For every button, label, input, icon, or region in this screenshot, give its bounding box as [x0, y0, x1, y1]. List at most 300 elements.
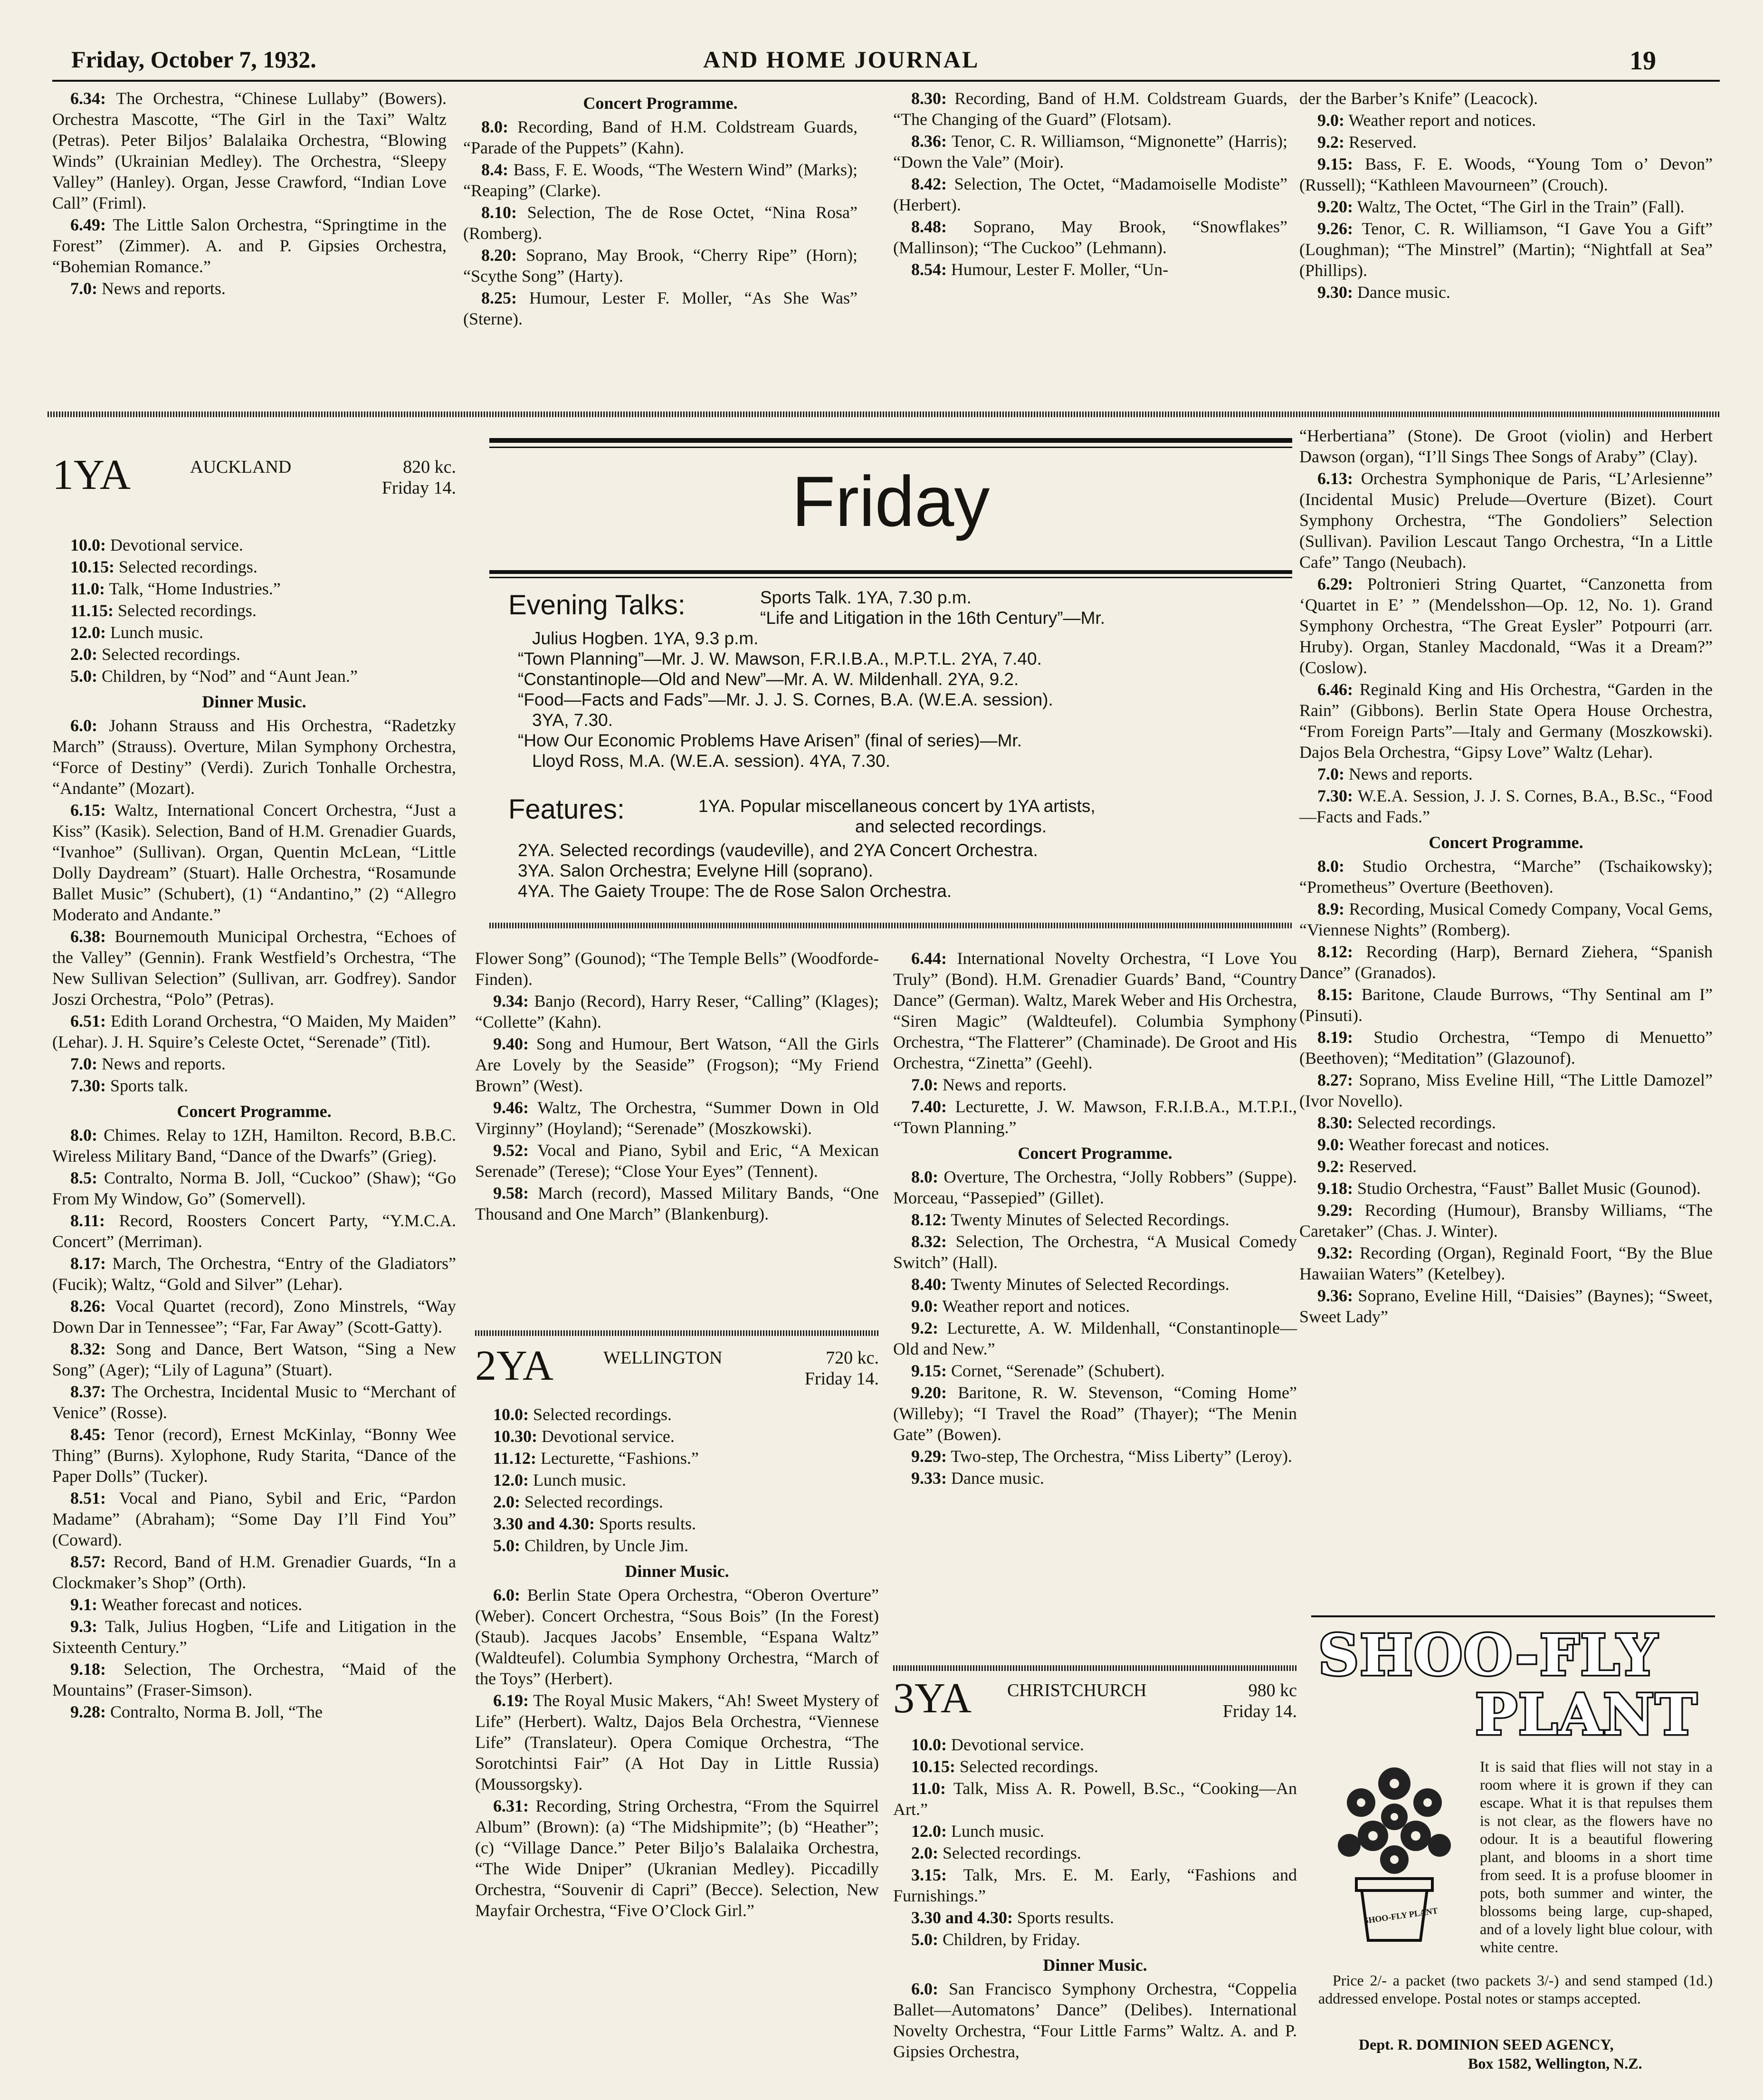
program-entry — [893, 1821, 1297, 1842]
program-entry — [893, 1842, 1297, 1863]
program-entry — [475, 1690, 879, 1795]
program-text: Song and Humour, Bert Watson, “All the Girls Are Lovely by the Seaside” (Frogson); “My Friend Brown” (West). — [475, 1034, 879, 1095]
program-entry — [52, 1125, 456, 1166]
ad-headline-2: PLANT — [1475, 1681, 1698, 1747]
station-city: AUCKLAND — [190, 457, 292, 477]
program-entry — [52, 1424, 456, 1487]
program-entry — [1299, 1285, 1713, 1327]
program-time: 9.36: — [1317, 1286, 1353, 1305]
program-text: Children, by Friday. — [943, 1930, 1080, 1949]
program-text: Chimes. Relay to 1ZH, Hamilton. Record, B.B.C. Wireless Military Band, “Dance of the Dwarfs” (Grieg). — [52, 1126, 456, 1165]
program-text: Recording, String Orchestra, “From the Squirrel Album” (Brown): (a) “The Midshipmite”; (b) “Heather”; (c) “Village Dance.” Peter Biljo’s Balalaika Orchestra, “The Wide Dniper” (Ukranian Medley). Piccadilly Orchestra, “Souvenir di Capri” (Becce). Selection, New Mayfair Orchestra, “Five O’Clock Girl.” — [475, 1796, 879, 1920]
program-entry — [893, 1864, 1297, 1906]
program-text: Poltronieri String Quartet, “Canzonetta from ‘Quartet in E’ ” (Mendelsshon—Op. 12, No. 1). Grand Symphony Orchestra, “The Great Eysler” Potpourri (arr. Hruby). Organ, Stanley Macdonald, “Was it a Dream?” (Coslow). — [1299, 574, 1713, 677]
program-text: Talk, Mrs. E. M. Early, “Fashions and Furnishings.” — [893, 1865, 1297, 1905]
program-entry — [1299, 282, 1713, 303]
program-text: Bass, F. E. Woods, “Young Tom o’ Devon” (Russell); “Kathleen Mavourneen” (Crouch). — [1299, 154, 1713, 194]
page-date: Friday, October 7, 1932. — [71, 46, 316, 73]
program-entry — [475, 948, 879, 990]
program-entry — [893, 131, 1287, 172]
program-time: 9.2: — [1317, 133, 1344, 152]
program-time: 8.15: — [1317, 985, 1353, 1004]
col-1-morning — [52, 535, 456, 687]
program-entry — [475, 1585, 879, 1689]
program-time: 2.0: — [493, 1492, 520, 1511]
program-entry — [52, 715, 456, 799]
program-text: Selected recordings. — [118, 601, 257, 620]
program-time: 6.15: — [70, 801, 106, 820]
program-time: 7.0: — [70, 1054, 97, 1073]
program-entry — [1299, 425, 1713, 467]
program-time: 8.17: — [70, 1254, 106, 1273]
section-heading: Dinner Music. — [625, 1562, 729, 1581]
program-time: 6.38: — [70, 927, 106, 946]
program-text: Berlin State Opera Orchestra, “Oberon Overture” (Weber). Concert Orchestra, “Sous Bois” (In the Forest) (Staub). Jacques Jacobs’ Ensemble, “Espana Waltz” (Waldteufel). Columbia Symphony Orchestra, “March of the Toys” (Herbert). — [475, 1585, 879, 1688]
program-entry — [52, 535, 456, 555]
program-text: March (record), Massed Military Bands, “One Thousand and One March” (Blankenburg). — [475, 1184, 879, 1223]
program-text: Weather report and notices. — [942, 1297, 1130, 1316]
program-entry — [893, 1074, 1297, 1095]
program-text: Lunch music. — [110, 623, 203, 642]
section-heading: Concert Programme. — [177, 1102, 332, 1121]
program-text: Talk, Miss A. R. Powell, B.Sc., “Cooking—An Art.” — [893, 1779, 1297, 1819]
program-time: 8.32: — [70, 1339, 106, 1358]
program-text: Song and Dance, Bert Watson, “Sing a New Song” (Ager); “Lily of Laguna” (Stuart). — [52, 1339, 456, 1379]
program-entry — [1299, 856, 1713, 897]
program-text: Selection, The Octet, “Madamoiselle Modiste” (Herbert). — [893, 174, 1288, 214]
program-time: 9.40: — [493, 1034, 529, 1053]
program-entry — [463, 159, 858, 201]
program-time: 8.19: — [1317, 1028, 1353, 1047]
station-call-sign: 1YA — [52, 451, 131, 498]
program-entry — [1299, 1027, 1713, 1069]
program-entry — [475, 1448, 879, 1469]
station-frequency: 720 kc. — [826, 1348, 879, 1368]
program-time: 8.4: — [481, 160, 508, 179]
program-text: Selected recordings. — [960, 1757, 1098, 1776]
program-entry — [475, 1183, 879, 1224]
program-time: 8.0: — [70, 1126, 97, 1145]
program-text: News and reports. — [102, 1054, 226, 1073]
features-line: 1YA. Popular miscellaneous concert by 1YA artists, — [698, 796, 1096, 816]
col-2-dinner — [475, 1585, 879, 1921]
program-time: 5.0: — [70, 667, 97, 686]
program-time: 8.10: — [481, 203, 517, 222]
program-entry — [475, 991, 879, 1032]
program-time: 12.0: — [70, 623, 106, 642]
program-text: Selected recordings. — [533, 1405, 672, 1424]
program-entry — [893, 1446, 1297, 1467]
program-time: 9.29: — [1317, 1201, 1353, 1220]
program-text: Flower Song” (Gounod); “The Temple Bells” (Woodforde-Finden). — [475, 949, 879, 989]
program-text: Humour, Lester F. Moller, “Un- — [951, 260, 1169, 279]
program-text: March, The Orchestra, “Entry of the Gladiators” (Fucik); Waltz, “Gold and Silver” (Lehar). — [52, 1254, 457, 1294]
program-entry — [52, 556, 456, 577]
program-text: Recording, Band of H.M. Coldstream Guards, “Parade of the Puppets” (Kahn). — [463, 117, 858, 157]
program-entry — [893, 1978, 1297, 2062]
program-text: Sports talk. — [110, 1076, 189, 1095]
program-time: 9.32: — [1317, 1243, 1353, 1262]
program-time: 6.13: — [1317, 469, 1353, 488]
program-time: 3.15: — [911, 1865, 947, 1884]
program-entry — [1299, 1242, 1713, 1284]
top-col-4 — [1299, 88, 1713, 304]
program-text: Selection, The Orchestra, “Maid of the Mountains” (Fraser-Simson). — [52, 1660, 457, 1699]
program-entry — [475, 1426, 879, 1447]
program-text: Lunch music. — [951, 1822, 1044, 1841]
program-time: 8.26: — [70, 1297, 106, 1316]
station-call-sign: 3YA — [893, 1675, 972, 1722]
program-time: 9.26: — [1317, 219, 1353, 238]
station-city: WELLINGTON — [603, 1348, 723, 1368]
program-time: 12.0: — [911, 1822, 947, 1841]
program-text: Waltz, The Octet, “The Girl in the Train” (Fall). — [1357, 197, 1685, 216]
program-time: 8.0: — [1317, 857, 1344, 876]
program-text: Vocal and Piano, Sybil and Eric, “A Mexican Serenade” (Terese); “Close Your Eyes” (Tennent). — [475, 1141, 879, 1181]
program-text: der the Barber’s Knife” (Leacock). — [1299, 89, 1538, 108]
program-entry — [52, 578, 456, 599]
col-2-morning — [475, 1404, 879, 1556]
program-time: 8.32: — [911, 1232, 947, 1251]
program-entry — [1299, 573, 1713, 678]
program-time: 7.0: — [1317, 764, 1344, 783]
program-text: Dance music. — [951, 1469, 1044, 1488]
program-entry — [52, 1075, 456, 1096]
features-line: and selected recordings. — [855, 817, 1047, 836]
talks-line: Lloyd Ross, M.A. (W.E.A. session). 4YA, 7.30. — [532, 751, 890, 771]
program-entry — [1299, 1112, 1713, 1133]
program-text: The Orchestra, “Chinese Lullaby” (Bowers). Orchestra Mascotte, “The Girl in the Taxi” Waltz (Petras). Peter Biljos’ Balalaika Orchestra, “Blowing Winds” (Ukrainian Medley). The Orchestra, “Sleepy Valley” (Hanley). Organ, Jesse Crawford, “Indian Love Call” (Friml). — [52, 89, 447, 212]
evening-talks-label: Evening Talks: — [508, 590, 686, 620]
program-text: Soprano, Eveline Hill, “Daisies” (Baynes); “Sweet, Sweet Lady” — [1299, 1286, 1713, 1326]
program-entry — [893, 1296, 1297, 1317]
program-entry — [475, 1513, 879, 1534]
program-time: 8.9: — [1317, 899, 1344, 918]
program-text: Johann Strauss and His Orchestra, “Radetzky March” (Strauss). Overture, Milan Symphony Orchestra, “Force of Destiny” (Verdi). Zurich Tonhalle Orchestra, “Andante” (Mozart). — [52, 716, 456, 798]
program-time: 10.0: — [911, 1735, 947, 1754]
program-text: Soprano, Miss Eveline Hill, “The Little Damozel” (Ivor Novello). — [1299, 1070, 1713, 1110]
program-text: The Orchestra, Incidental Music to “Merchant of Venice” (Rosse). — [52, 1382, 456, 1422]
program-text: Banjo (Record), Harry Reser, “Calling” (Klages); “Collette” (Kahn). — [475, 992, 879, 1031]
program-entry — [475, 1795, 879, 1921]
program-time: 12.0: — [493, 1470, 529, 1489]
program-time: 8.42: — [911, 174, 947, 193]
col-3-items — [893, 948, 1297, 1138]
program-time: 10.15: — [70, 557, 114, 576]
friday-title: Friday — [791, 461, 990, 541]
program-time: 8.40: — [911, 1275, 947, 1294]
program-time: 9.15: — [1317, 154, 1353, 173]
program-time: 9.18: — [1317, 1179, 1353, 1198]
program-entry — [893, 173, 1287, 215]
program-time: 2.0: — [70, 645, 97, 664]
talks-line: “Life and Litigation in the 16th Century”—Mr. — [760, 608, 1105, 628]
program-text: Soprano, May Brook, “Snowflakes” (Mallinson); “The Cuckoo” (Lehmann). — [893, 217, 1287, 257]
program-time: 5.0: — [911, 1930, 938, 1949]
program-time: 9.58: — [493, 1184, 529, 1203]
features-label: Features: — [508, 794, 625, 825]
program-text: Devotional service. — [542, 1427, 675, 1446]
program-entry — [893, 1929, 1297, 1950]
ad-headline-1: SHOO-FLY — [1318, 1622, 1658, 1688]
program-entry — [1299, 88, 1713, 109]
program-time: 6.0: — [493, 1585, 520, 1604]
program-time: 10.15: — [911, 1757, 955, 1776]
program-text: Devotional service. — [951, 1735, 1084, 1754]
program-text: Weather forecast and notices. — [101, 1595, 303, 1614]
program-time: 9.28: — [70, 1702, 106, 1721]
program-time: 8.11: — [70, 1211, 105, 1230]
program-time: 9.33: — [911, 1469, 947, 1488]
program-text: The Little Salon Orchestra, “Springtime in the Forest” (Zimmer). A. and P. Gipsies Orchestra, “Bohemian Romance.” — [52, 215, 447, 276]
program-time: 10.0: — [70, 535, 106, 554]
col-1-dinner — [52, 715, 456, 1096]
station-city: CHRISTCHURCH — [1007, 1680, 1147, 1700]
col-3-dinner — [893, 1978, 1297, 2062]
program-entry — [893, 1382, 1297, 1445]
col-2-top — [475, 948, 879, 1225]
program-text: Contralto, Norma B. Joll, “The — [110, 1702, 323, 1721]
divider — [893, 1665, 1297, 1671]
program-entry — [475, 1535, 879, 1556]
program-entry — [475, 1404, 879, 1425]
program-entry — [52, 1053, 456, 1074]
talks-line: 3YA, 7.30. — [532, 710, 613, 730]
program-text: Tenor, C. R. Williamson, “I Gave You a Gift” (Loughman); “The Minstrel” (Martin); “Nightfall at Sea” (Phillips). — [1299, 219, 1713, 280]
program-text: Lecturette, A. W. Mildenhall, “Constantinople—Old and New.” — [893, 1318, 1297, 1358]
program-time: 8.45: — [70, 1425, 106, 1444]
program-entry — [52, 926, 456, 1010]
col-4-concert — [1299, 856, 1713, 1327]
section-heading: Concert Programme. — [1018, 1144, 1172, 1163]
program-time: 7.30: — [70, 1076, 106, 1095]
program-text: Tenor (record), Ernest McKinlay, “Bonny Wee Thing” (Burns). Xylophone, Rudy Starita, “Dance of the Paper Dolls” (Tucker). — [52, 1425, 456, 1486]
program-text: Humour, Lester F. Moller, “As She Was” (Sterne). — [463, 288, 858, 328]
top-col-2-items — [463, 116, 858, 329]
program-entry — [1299, 110, 1713, 131]
program-text: Selected recordings. — [1357, 1113, 1496, 1132]
section-heading: Concert Programme. — [583, 94, 738, 113]
program-time: 9.46: — [493, 1098, 529, 1117]
program-text: Children, by “Nod” and “Aunt Jean.” — [102, 667, 358, 686]
program-entry — [893, 259, 1287, 280]
program-time: 9.1: — [70, 1595, 97, 1614]
program-time: 9.30: — [1317, 283, 1353, 302]
program-entry — [475, 1491, 879, 1512]
program-time: 7.0: — [911, 1075, 938, 1094]
program-entry — [1299, 984, 1713, 1026]
program-text: Talk, “Home Industries.” — [109, 579, 281, 598]
program-text: Baritone, Claude Burrows, “Thy Sentinal am I” (Pinsuti). — [1299, 985, 1713, 1025]
program-time: 7.40: — [911, 1097, 947, 1116]
program-entry — [52, 1167, 456, 1209]
program-entry — [52, 278, 447, 299]
program-time: 11.0: — [911, 1779, 946, 1798]
top-col-2 — [463, 88, 858, 330]
program-time: 6.49: — [70, 215, 106, 234]
program-entry — [1299, 764, 1713, 784]
program-entry — [1299, 196, 1713, 217]
program-entry — [893, 1734, 1297, 1755]
program-time: 9.34: — [493, 992, 529, 1011]
program-time: 9.3: — [70, 1617, 97, 1636]
program-text: Talk, Julius Hogben, “Life and Litigation in the Sixteenth Century.” — [52, 1617, 456, 1657]
divider — [48, 411, 1720, 417]
program-entry — [52, 1488, 456, 1550]
program-time: 8.54: — [911, 260, 947, 279]
program-entry — [1299, 132, 1713, 153]
program-entry — [463, 116, 858, 158]
program-entry — [893, 1231, 1297, 1273]
program-entry — [52, 800, 456, 925]
col-2-bottom — [475, 1404, 879, 1922]
program-entry — [52, 600, 456, 621]
program-entry — [463, 287, 858, 329]
station-day: Friday 14. — [1222, 1701, 1297, 1721]
program-entry — [893, 1778, 1297, 1820]
program-time: 8.51: — [70, 1489, 106, 1508]
program-entry — [1299, 941, 1713, 983]
program-text: Twenty Minutes of Selected Recordings. — [951, 1210, 1229, 1229]
program-text: Studio Orchestra, “Tempo di Menuetto” (Beethoven); “Meditation” (Glazounof). — [1299, 1028, 1713, 1068]
station-1ya-header — [52, 451, 456, 506]
col-1 — [52, 535, 456, 1723]
program-entry — [52, 1659, 456, 1700]
program-time: 5.0: — [493, 1536, 520, 1555]
col-3-concert — [893, 1166, 1297, 1489]
program-time: 9.52: — [493, 1141, 529, 1160]
program-entry — [893, 1907, 1297, 1928]
program-time: 6.46: — [1317, 680, 1353, 699]
program-time: 9.15: — [911, 1361, 947, 1380]
talks-line: “How Our Economic Problems Have Arisen” (final of series)—Mr. — [518, 731, 1022, 750]
program-text: Recording, Musical Comedy Company, Vocal Gems, “Viennese Nights” (Romberg). — [1299, 899, 1713, 939]
program-text: Twenty Minutes of Selected Recordings. — [951, 1275, 1229, 1294]
program-entry — [52, 622, 456, 643]
program-text: Orchestra Symphonique de Paris, “L’Arlesienne” (Incidental Music) Prelude—Overture (Bizet). Court Symphony Orchestra, “The Gondoliers” Selection (Sullivan). Pavilion Lescaut Tango Orchestra, “In a Little Cafe” Tango (Neubach). — [1299, 469, 1713, 572]
features-line: 4YA. The Gaiety Troupe: The de Rose Salon Orchestra. — [518, 881, 952, 901]
program-entry — [893, 948, 1297, 1073]
program-text: Record, Band of H.M. Grenadier Guards, “In a Clockmaker’s Shop” (Orth). — [52, 1552, 456, 1592]
program-entry — [475, 1097, 879, 1139]
program-time: 9.20: — [911, 1383, 947, 1402]
program-entry — [1299, 898, 1713, 940]
program-time: 6.0: — [70, 716, 97, 735]
section-heading: Dinner Music. — [202, 692, 306, 711]
friday-top-rule — [489, 438, 1292, 443]
program-time: 9.0: — [1317, 111, 1344, 130]
talks-line: “Food—Facts and Fads”—Mr. J. J. S. Cornes, B.A. (W.E.A. session). — [518, 690, 1053, 709]
program-text: News and reports. — [943, 1075, 1067, 1094]
program-entry — [1299, 218, 1713, 281]
program-entry — [893, 88, 1287, 130]
station-call-sign: 2YA — [475, 1342, 554, 1389]
program-entry — [1299, 1069, 1713, 1111]
program-time: 6.29: — [1317, 574, 1353, 593]
program-time: 9.29: — [911, 1447, 947, 1466]
ad-department: Dept. R. DOMINION SEED AGENCY, — [1359, 2036, 1614, 2053]
program-entry — [475, 1140, 879, 1182]
station-frequency: 980 kc — [1248, 1680, 1297, 1700]
program-text: Reginald King and His Orchestra, “Garden in the Rain” (Gibbons). Berlin State Opera House Orchestra, “From Foreign Parts”—Italy and Germany (Moszkowski). Dajos Bela Orchestra, “Gipsy Love” Waltz (Lehar). — [1299, 680, 1713, 762]
features-line: 3YA. Salon Orchestra; Evelyne Hill (soprano). — [518, 861, 873, 880]
program-text: Recording (Humour), Bransby Williams, “The Caretaker” (Chas. J. Winter). — [1299, 1201, 1713, 1241]
features-line: 2YA. Selected recordings (vaudeville), and 2YA Concert Orchestra. — [518, 840, 1038, 860]
program-time: 11.12: — [493, 1449, 537, 1468]
program-time: 6.51: — [70, 1012, 106, 1031]
program-time: 6.19: — [493, 1691, 529, 1710]
program-time: 8.48: — [911, 217, 947, 236]
ad-price-text: Price 2/- a packet (two packets 3/-) and send stamped (1d.) addressed envelope. Postal notes or stamps accepted. — [1318, 1972, 1713, 2007]
program-text: Recording (Harp), Bernard Ziehera, “Spanish Dance” (Granados). — [1299, 942, 1713, 982]
program-entry — [52, 1594, 456, 1615]
program-entry — [52, 1381, 456, 1423]
program-entry — [52, 666, 456, 687]
program-text: San Francisco Symphony Orchestra, “Coppelia Ballet—Automatons’ Dance” (Delibes). International Novelty Orchestra, “Four Little Farms” Waltz. A. and P. Gipsies Orchestra, — [893, 1979, 1297, 2061]
station-day: Friday 14. — [381, 478, 456, 498]
col-4-items — [1299, 425, 1713, 827]
program-time: 11.0: — [70, 579, 105, 598]
col-3-top — [893, 948, 1297, 1489]
program-entry — [463, 245, 858, 286]
friday-mid-rule — [489, 570, 1292, 574]
program-text: Selected recordings. — [119, 557, 257, 576]
program-text: Baritone, R. W. Stevenson, “Coming Home” (Willeby); “I Travel the Road” (Thayer); “The Menin Gate” (Bowen). — [893, 1383, 1297, 1444]
program-text: “Herbertiana” (Stone). De Groot (violin) and Herbert Dawson (organ), “I’ll Sings Thee Songs of Araby” (Clay). — [1299, 426, 1713, 466]
program-entry — [475, 1470, 879, 1490]
station-3ya-header — [893, 1677, 1297, 1729]
friday-mid-rule-2 — [489, 577, 1292, 578]
program-entry — [52, 1701, 456, 1722]
program-entry — [463, 202, 858, 244]
col-4 — [1299, 425, 1713, 1328]
pot-label: SHOO-FLY PLANT — [1363, 1906, 1439, 1926]
program-time: 6.31: — [493, 1796, 529, 1815]
program-text: Lunch music. — [533, 1470, 626, 1489]
program-time: 7.0: — [70, 279, 97, 298]
top-col-1 — [52, 88, 447, 300]
program-time: 8.30: — [911, 89, 947, 108]
program-entry — [1299, 1178, 1713, 1199]
program-text: Devotional service. — [110, 535, 243, 554]
program-entry — [52, 1296, 456, 1337]
program-time: 10.0: — [493, 1405, 529, 1424]
program-entry — [893, 1166, 1297, 1208]
program-time: 8.0: — [911, 1167, 938, 1186]
program-text: Waltz, International Concert Orchestra, “Just a Kiss” (Kasik). Selection, Band of H.M. Grenadier Guards, “Ivanhoe” (Sullivan). Organ, Quentin McLean, “Little Dolly Daydream” (Stuart). Halle Orchestra, “Rosamunde Ballet Music” (Schubert), (1) “Andantino,” (2) “Allegro Moderato and Andante.” — [52, 801, 456, 924]
program-text: Vocal and Piano, Sybil and Eric, “Pardon Madame” (Abraham); “Some Day I’ll Find You” (Coward). — [52, 1489, 456, 1549]
page-number: 19 — [1630, 46, 1656, 76]
program-time: 8.27: — [1317, 1070, 1353, 1089]
program-time: 9.18: — [70, 1660, 106, 1679]
program-text: Selected recordings. — [102, 645, 240, 664]
program-entry — [1299, 1200, 1713, 1241]
program-text: Selected recordings. — [943, 1843, 1081, 1862]
program-text: International Novelty Orchestra, “I Love You Truly” (Bond). H.M. Grenadier Guards’ Band, “Country Dance” (German). Waltz, Marek Weber and His Orchestra, “Siren Magic” (Waldteufel). Columbia Symphony Orchestra, “The Flatterer” (Chaminade). De Groot and His Orchestra, “Zinetta” (Geehl). — [893, 949, 1297, 1072]
program-time: 8.0: — [481, 117, 508, 136]
section-heading: Dinner Music. — [1043, 1956, 1147, 1975]
program-entry — [52, 88, 447, 213]
program-text: Recording (Organ), Reginald Foort, “By the Blue Hawaiian Waters” (Ketelbey). — [1299, 1243, 1713, 1283]
program-entry — [893, 1096, 1297, 1138]
program-time: 8.12: — [911, 1210, 947, 1229]
program-text: The Royal Music Makers, “Ah! Sweet Mystery of Life” (Herbert). Waltz, Dajos Bela Orchestra, “Viennese Life” (Translateur). Opera Comique Orchestra, “The Sorotchintsi Fair” (A Hot Day in Little Russia) (Moussorgsky). — [475, 1691, 879, 1794]
program-time: 6.0: — [911, 1979, 938, 1998]
program-entry — [893, 1209, 1297, 1230]
program-text: Soprano, May Brook, “Cherry Ripe” (Horn); “Scythe Song” (Harty). — [463, 246, 858, 286]
col-1-concert — [52, 1125, 456, 1722]
friday-top-rule-2 — [489, 447, 1292, 448]
